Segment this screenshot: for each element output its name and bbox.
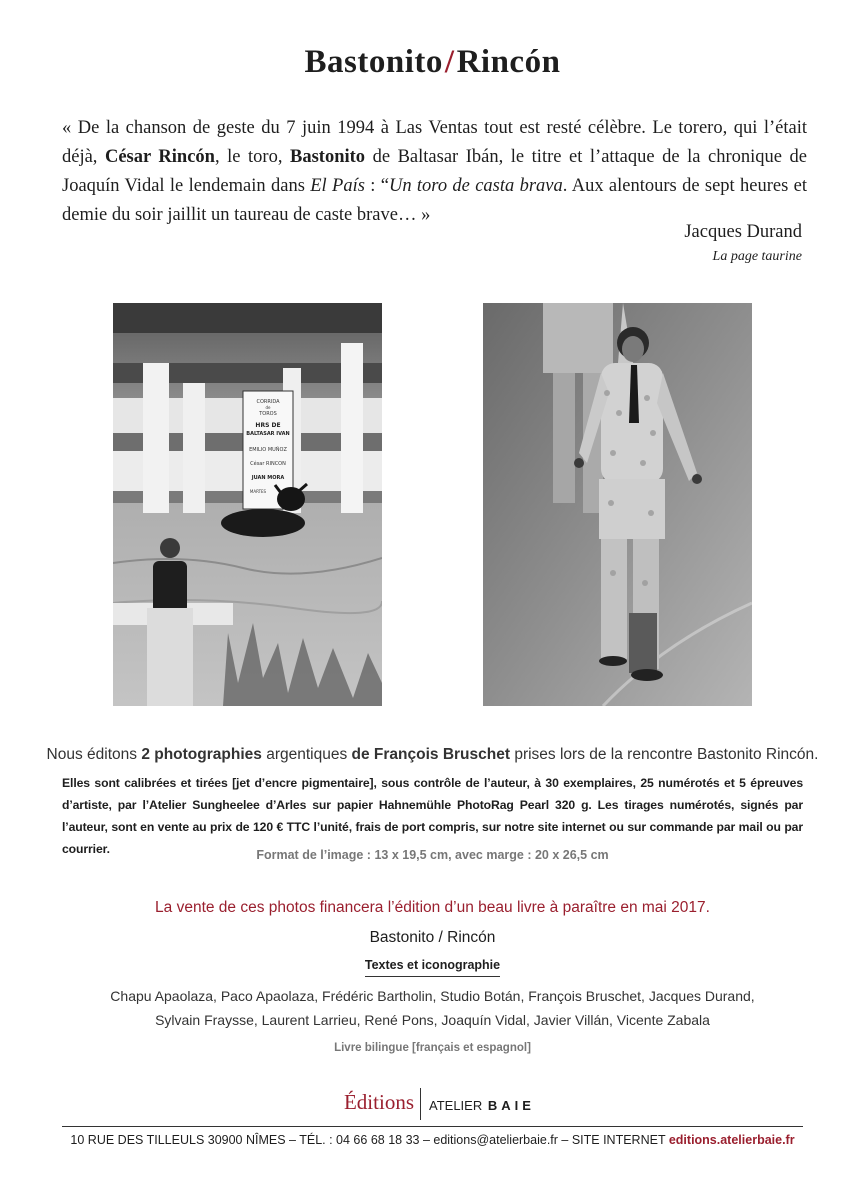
quote-source: La page taurine	[712, 249, 802, 264]
quote-text: . Aux alentours de sept heures et demie du soir jaillit un taureau de caste brave… »	[62, 176, 808, 225]
print-details: Elles sont calibrées et tirées [jet d’encre pigmentaire], sous contrôle de l’auteur, à 30 exemplaires, 25 numérotés et 5 épreuves d’artiste, par l’Atelier Sungheelee d’Arles sur papier Hahnemühle PhotoRag Pearl 320 g. Les tirages numérotés, signés par l’auteur, sont en vente au prix de 120 € TTC l’unité, frais de port compris, sur notre site internet ou sur commande par mail ou par courrier.	[62, 776, 803, 856]
title-slash: /	[444, 44, 455, 80]
format-info: Format de l’image : 13 x 19,5 cm, avec marge : 20 x 26,5 cm	[256, 848, 609, 862]
quote-italic: Un toro de casta brava	[388, 176, 563, 196]
book-title: Bastonito / Rincón	[369, 929, 496, 946]
intro-bold: 2 photographies	[141, 746, 262, 763]
bilingual-note: Livre bilingue [français et espagnol]	[334, 1042, 531, 1054]
quote-text: : “	[364, 176, 389, 196]
sign-line: César RINCON	[250, 461, 286, 467]
logo-atelier-word: ATELIER	[429, 1098, 483, 1113]
logo-baie-word: BAIE	[487, 1098, 535, 1113]
book-promo: La vente de ces photos financera l’édition d’un beau livre à paraître en mai 2017.	[155, 899, 710, 916]
sign-line: EMILIO MUÑOZ	[249, 447, 287, 453]
sign-line: BALTASAR IVAN	[246, 431, 290, 437]
title-left: Bastonito	[304, 44, 443, 80]
logo-divider	[420, 1088, 421, 1120]
book-subtitle-wrap	[0, 956, 865, 977]
book-subtitle: Textes et iconographie	[365, 958, 500, 977]
footer-contact	[0, 1133, 865, 1147]
quote-bold-name: Bastonito	[290, 147, 366, 167]
photo-torero-image	[483, 303, 752, 706]
publisher-logo	[0, 1088, 865, 1120]
quote-italic: El País	[310, 176, 365, 196]
quote-author: Jacques Durand	[684, 222, 802, 242]
contributors	[0, 984, 865, 1032]
intro-part: argentiques	[261, 746, 352, 763]
contributors-line: Sylvain Fraysse, Laurent Larrieu, René Pons, Joaquín Vidal, Javier Villán, Vicente Zabala	[155, 1012, 710, 1028]
photo-bullring-image	[113, 303, 382, 706]
logo-atelier	[429, 1098, 535, 1113]
page-title	[0, 44, 865, 81]
footer-divider	[62, 1126, 803, 1127]
intro-part: Nous éditons	[46, 746, 142, 763]
sign-line: TOROS	[259, 411, 277, 417]
sign-line: de	[265, 405, 271, 410]
quote-text: , le toro,	[214, 147, 290, 167]
quote-text: de Baltasar Ibán, le titre et l’attaque de la chronique de Joaquín Vidal le lendemain dans	[62, 147, 808, 196]
quote-bold-name: César Rincón	[104, 147, 215, 167]
quote-text: « De la chanson de geste du 7 juin 1994 à Las Ventas tout est resté célèbre. Le torero, qui l’était déjà,	[62, 118, 807, 167]
title-right: Rincón	[456, 44, 561, 80]
intro-text	[0, 746, 865, 764]
sign-line: MARTES	[249, 489, 267, 494]
intro-part: prises lors de la rencontre Bastonito Rincón.	[510, 746, 819, 763]
photo-bullring	[113, 303, 382, 706]
contributors-line: Chapu Apaolaza, Paco Apaolaza, Frédéric Bartholin, Studio Botán, François Bruschet, Jacques Durand,	[110, 988, 755, 1004]
photo-torero	[483, 303, 752, 706]
sign-line: CORRIDA	[256, 399, 280, 405]
quote-paragraph	[62, 114, 807, 230]
footer-address: 10 RUE DES TILLEULS 30900 NÎMES – TÉL. : 04 66 68 18 33 – editions@atelierbaie.fr – SITE INTERNET	[70, 1133, 669, 1147]
logo-editions: Éditions	[343, 1090, 414, 1114]
footer-site-link[interactable]: editions.atelierbaie.fr	[668, 1133, 795, 1147]
sign-line: HRS DE	[255, 422, 281, 429]
intro-bold: de François Bruschet	[351, 746, 511, 763]
sign-line: JUAN MORA	[251, 475, 285, 481]
